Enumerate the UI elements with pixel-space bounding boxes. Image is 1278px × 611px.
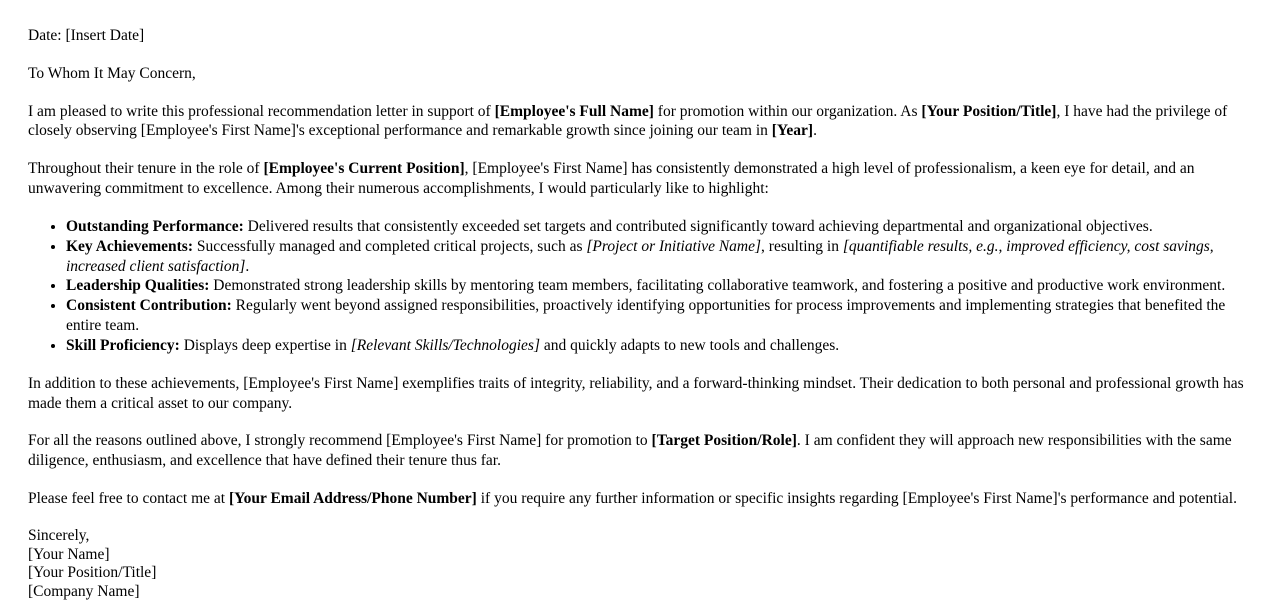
highlights-list <box>28 217 1250 356</box>
tenure-text-1: Throughout their tenure in the role of <box>28 160 264 178</box>
intro-paragraph <box>28 102 1250 142</box>
project-name-placeholder: [Project or Initiative Name] <box>586 237 762 255</box>
your-position-title-placeholder: [Your Position/Title] <box>921 102 1057 120</box>
closing-position: [Your Position/Title] <box>28 564 157 582</box>
highlight-text: Delivered results that consistently exceeded set targets and contributed significantly toward achieving departmental and organizational objectives. <box>243 217 1153 235</box>
highlight-heading: Key Achievements: <box>66 237 193 255</box>
list-item <box>66 276 1250 296</box>
intro-text-1: I am pleased to write this professional recommendation letter in support of <box>28 102 495 120</box>
closing-sincerely: Sincerely, <box>28 526 90 544</box>
date-line <box>28 26 1250 46</box>
tenure-text-2: , [Employee's First Name] has consistently demonstrated a high level of professionalism, a keen eye for detail, and an unwavering commitment to excellence. Among their numerous accomplishments, I would particularly like to highlight: <box>28 160 1195 198</box>
contact-text-2: if you require any further information or specific insights regarding [Employee's First Name]'s performance and potential. <box>476 490 1237 508</box>
closing-company: [Company Name] <box>28 582 140 600</box>
closing-name: [Your Name] <box>28 545 110 563</box>
tenure-paragraph <box>28 159 1250 199</box>
list-item <box>66 217 1250 237</box>
list-item <box>66 336 1250 356</box>
employee-full-name-placeholder: [Employee's Full Name] <box>494 102 654 120</box>
highlight-text-after: and quickly adapts to new tools and challenges. <box>539 336 840 354</box>
intro-text-2: for promotion within our organization. As <box>653 102 922 120</box>
relevant-skills-placeholder: [Relevant Skills/Technologies] <box>350 336 540 354</box>
date-label: Date: <box>28 27 62 44</box>
highlight-text-mid: , resulting in <box>761 237 843 255</box>
date-value: [Insert Date] <box>65 27 145 44</box>
salutation: To Whom It May Concern, <box>28 64 196 82</box>
recommendation-text-2: . I am confident they will approach new responsibilities with the same diligence, enthusiasm, and excellence that have defined their tenure thus far. <box>28 432 1232 470</box>
closing-block <box>28 527 1250 601</box>
contact-info-placeholder: [Your Email Address/Phone Number] <box>228 490 477 508</box>
recommendation-text-1: For all the reasons outlined above, I strongly recommend [Employee's First Name] for promotion to <box>28 432 652 450</box>
recommendation-paragraph <box>28 431 1250 471</box>
highlight-heading: Leadership Qualities: <box>66 277 210 295</box>
intro-text-4: . <box>813 122 817 140</box>
highlight-heading: Consistent Contribution: <box>66 297 232 315</box>
contact-paragraph <box>28 489 1250 509</box>
highlight-heading: Outstanding Performance: <box>66 217 244 235</box>
highlight-text: Displays deep expertise in <box>179 336 351 354</box>
target-position-placeholder: [Target Position/Role] <box>651 432 797 450</box>
addition-paragraph: In addition to these achievements, [Employee's First Name] exemplifies traits of integrity, reliability, and a forward-thinking mindset. Their dedication to both personal and professional growth has made them a critical asset to our company. <box>28 374 1244 412</box>
contact-text-1: Please feel free to contact me at <box>28 490 229 508</box>
list-item <box>66 237 1250 277</box>
intro-text-3: , I have had the privilege of closely observing [Employee's First Name]'s exceptional performance and remarkable growth since joining our team in <box>28 102 1228 140</box>
highlight-text: Demonstrated strong leadership skills by mentoring team members, facilitating collaborative teamwork, and fostering a positive and productive work environment. <box>209 277 1226 295</box>
current-position-placeholder: [Employee's Current Position] <box>263 160 465 178</box>
quantifiable-results-placeholder: [quantifiable results, e.g., improved efficiency, cost savings, increased client satisfaction] <box>66 237 1214 275</box>
highlight-text: Successfully managed and completed critical projects, such as <box>192 237 587 255</box>
year-placeholder: [Year] <box>771 122 814 140</box>
highlight-text-after: . <box>245 257 250 275</box>
highlight-text: Regularly went beyond assigned responsibilities, proactively identifying opportunities for process improvements and implementing strategies that benefited the entire team. <box>66 297 1226 335</box>
highlight-heading: Skill Proficiency: <box>66 336 180 354</box>
list-item <box>66 296 1250 336</box>
